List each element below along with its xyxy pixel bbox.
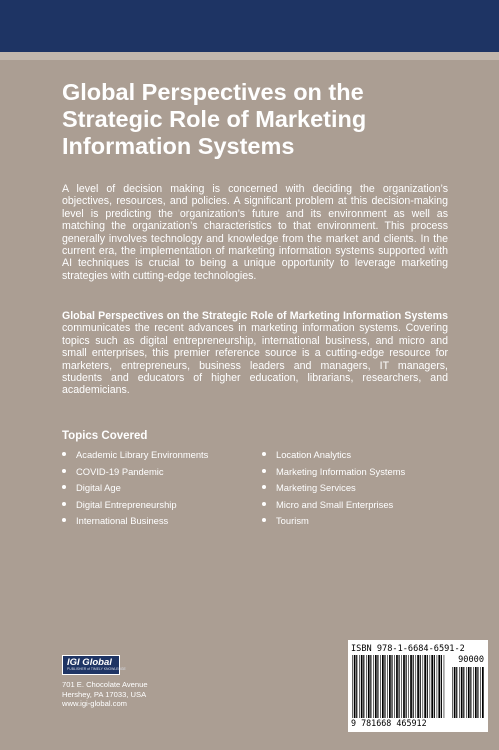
barcode-bar: [431, 655, 433, 718]
topics-list-right: [262, 449, 405, 532]
barcode-bar: [437, 655, 438, 718]
barcode-bar: [427, 655, 428, 718]
barcode-bar: [408, 655, 409, 718]
topic-item: [62, 466, 208, 483]
barcode-bar: [473, 667, 474, 718]
isbn-label: ISBN 978-1-6684-6591-2: [351, 644, 465, 654]
topic-item: [62, 449, 208, 466]
book-title: Global Perspectives on the Strategic Role of Marketing Information Systems: [62, 79, 367, 159]
barcode-bar: [456, 667, 457, 718]
barcode-bar: [354, 655, 356, 718]
barcode-bar: [370, 655, 371, 718]
topic-item: [262, 466, 405, 483]
barcode-bar: [401, 655, 402, 718]
barcode-bar: [441, 655, 442, 718]
barcode-bar: [424, 655, 426, 718]
barcode-bar: [359, 655, 360, 718]
barcode-bar: [384, 655, 385, 718]
topics-list-left: [62, 449, 208, 532]
barcode-bar: [482, 667, 484, 718]
addon-barcode-icon: [452, 667, 484, 718]
barcode-bar: [475, 667, 477, 718]
barcode-bar: [438, 655, 440, 718]
barcode-bar: [387, 655, 388, 718]
topic-label: Marketing Information Systems: [276, 465, 406, 477]
description-paragraph: A level of decision making is concerned with deciding the organization’s objectives, resources, and policies. A significant problem at this decision-making level is predicting the organization’s future and its environment as well as matching the organization’s characteristics to that environment. This process generally involves technology and knowledge from the market and clients. In the current era, the implementation of marketing information systems supported with AI techniques is crucial to being a unique opportunity to leverage marketing strategies with cutting-edge technologies.: [62, 183, 448, 282]
barcode-bar: [430, 655, 431, 718]
address-line-1: 701 E. Chocolate Avenue: [62, 680, 148, 689]
summary-paragraph: [62, 310, 448, 397]
barcode-bar: [389, 655, 391, 718]
barcode-bar: [417, 655, 419, 718]
barcode-bar: [363, 655, 364, 718]
barcode-bar: [463, 667, 464, 718]
topic-item: [262, 482, 405, 499]
logo-subtext: PUBLISHER of TIMELY KNOWLEDGE: [67, 667, 126, 671]
barcode-bar: [468, 667, 470, 718]
topic-label: Digital Entrepreneurship: [76, 498, 177, 510]
barcode-bar: [410, 655, 412, 718]
publisher-address: [62, 680, 148, 709]
topic-label: International Business: [76, 515, 169, 527]
barcode-bar: [373, 655, 374, 718]
barcode-bar: [434, 655, 435, 718]
barcode-bar: [399, 655, 400, 718]
bullet-icon: [262, 469, 266, 473]
topic-item: [262, 515, 405, 532]
topic-item: [262, 449, 405, 466]
topics-heading: Topics Covered: [62, 430, 148, 442]
barcode-bar: [480, 667, 481, 718]
barcode-bar: [413, 655, 414, 718]
topic-label: Marketing Services: [276, 482, 356, 494]
bullet-icon: [262, 485, 266, 489]
topic-label: Location Analytics: [276, 449, 352, 460]
barcode-bar: [466, 667, 467, 718]
bullet-icon: [262, 518, 266, 522]
top-color-band: [0, 0, 499, 52]
bullet-icon: [262, 452, 266, 456]
barcode-bar: [452, 667, 453, 718]
topic-item: [62, 515, 208, 532]
topic-label: Academic Library Environments: [76, 449, 209, 460]
bullet-icon: [262, 502, 266, 506]
barcode-bar: [366, 655, 367, 718]
barcode-bar: [356, 655, 357, 718]
barcode-digits: 9 781668 465912: [351, 718, 427, 728]
address-line-2: Hershey, PA 17033, USA: [62, 689, 147, 699]
barcode-bar: [380, 655, 381, 718]
topic-item: [262, 499, 405, 516]
barcode-bar: [415, 655, 416, 718]
bullet-icon: [62, 485, 66, 489]
barcode-bar: [377, 655, 378, 718]
topic-item: [62, 482, 208, 499]
summary-bold-title: Global Perspectives on the Strategic Role of Marketing Information Systems: [62, 310, 448, 322]
bullet-icon: [62, 469, 66, 473]
logo-text: IGI Global: [67, 657, 112, 668]
topic-label: Micro and Small Enterprises: [276, 498, 394, 510]
barcode-bar: [477, 667, 478, 718]
bullet-icon: [62, 502, 66, 506]
barcode-bar: [423, 655, 424, 718]
barcode-bar: [394, 655, 395, 718]
barcode-bar: [459, 667, 460, 718]
top-light-stripe: [0, 52, 499, 60]
barcode-bar: [454, 667, 456, 718]
barcode-bar: [444, 655, 445, 718]
publisher-website: www.igi-global.com: [62, 699, 127, 709]
bullet-icon: [62, 518, 66, 522]
barcode-bar: [396, 655, 398, 718]
barcode-bar: [391, 655, 392, 718]
isbn-barcode-block: [348, 640, 488, 732]
barcode-bar: [406, 655, 407, 718]
barcode-bar: [382, 655, 384, 718]
barcode-bar: [420, 655, 421, 718]
topic-item: [62, 499, 208, 516]
barcode-bar: [368, 655, 370, 718]
price-code: 90000: [458, 655, 484, 665]
bullet-icon: [62, 452, 66, 456]
barcode-icon: [352, 655, 447, 718]
topic-label: Tourism: [276, 515, 309, 527]
barcode-bar: [470, 667, 471, 718]
barcode-bar: [375, 655, 377, 718]
barcode-bar: [461, 667, 463, 718]
summary-text: communicates the recent advances in marketing information systems. Covering topics such as digital entrepreneurship, international business, and micro and small enterprises, this premier reference source is a cutting-edge resource for marketers, entrepreneurs, business leaders and managers, IT managers, students and educators of higher education, librarians, researchers, and academicians.: [62, 322, 448, 397]
igi-global-logo: [62, 655, 126, 675]
topic-label: Digital Age: [76, 482, 121, 494]
barcode-bar: [403, 655, 405, 718]
barcode-bar: [352, 655, 353, 718]
barcode-bar: [361, 655, 363, 718]
topic-label: COVID-19 Pandemic: [76, 465, 164, 477]
